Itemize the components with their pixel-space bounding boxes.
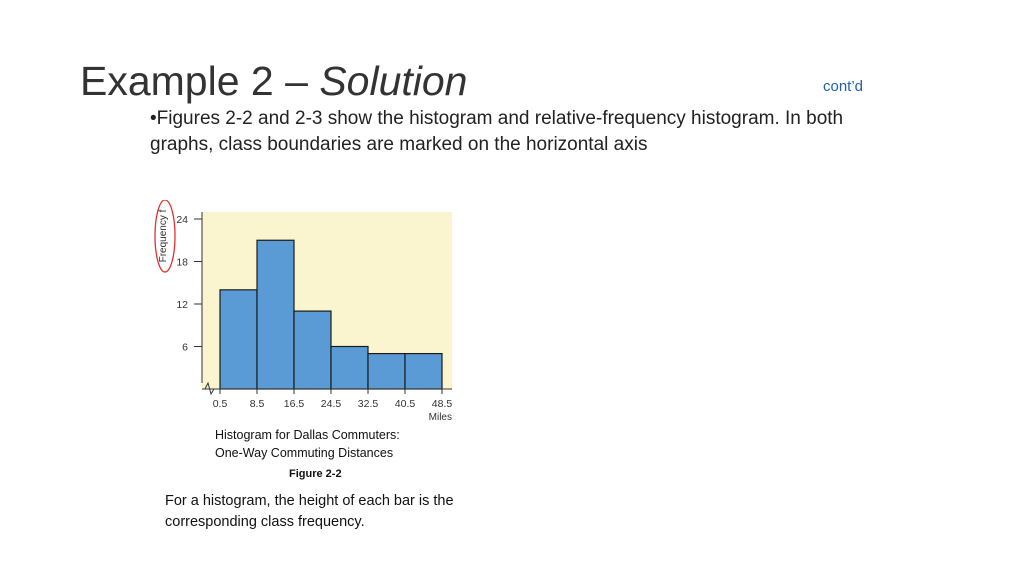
title-main: Example 2 – [80, 58, 308, 104]
figure-label: Figure 2-2 [289, 468, 342, 480]
x-tick-label-4: 24.5 [320, 398, 342, 410]
histogram-bar-2 [257, 240, 294, 389]
figure-caption [215, 426, 400, 462]
bullet-text: •Figures 2-2 and 2-3 show the histogram and relative-frequency histogram. In both graphs, class boundaries are marked on the horizontal axis [150, 108, 844, 155]
x-tick-label-5: 32.5 [357, 398, 379, 410]
contd-label: cont’d [823, 78, 864, 95]
caption-line-1: Histogram for Dallas Commuters: [215, 428, 400, 442]
x-tick-label-3: 16.5 [283, 398, 305, 410]
histogram-chart [150, 200, 470, 425]
histogram-bar-5 [368, 354, 405, 389]
slide-title [80, 58, 467, 105]
histogram-bar-4 [331, 347, 368, 390]
y-tick-label-1: 6 [182, 341, 188, 354]
x-tick-label-6: 40.5 [394, 398, 416, 410]
x-tick-label-2: 8.5 [249, 398, 265, 410]
x-axis-label: Miles [428, 412, 452, 423]
y-axis-label: Frequency f [158, 209, 169, 263]
x-tick-label-1: 0.5 [212, 398, 228, 410]
histogram-bar-3 [294, 311, 331, 389]
histogram-note: For a histogram, the height of each bar is the corresponding class frequency. [165, 493, 454, 530]
histogram-bar-6 [405, 354, 442, 389]
histogram-bar-1 [220, 290, 257, 389]
x-tick-label-7: 48.5 [431, 398, 453, 410]
y-tick-label-4: 24 [176, 214, 188, 226]
caption-line-2: One-Way Commuting Distances [215, 446, 394, 460]
y-tick-label-3: 18 [176, 256, 188, 269]
y-tick-label-2: 12 [176, 299, 188, 311]
title-italic: Solution [319, 58, 468, 104]
